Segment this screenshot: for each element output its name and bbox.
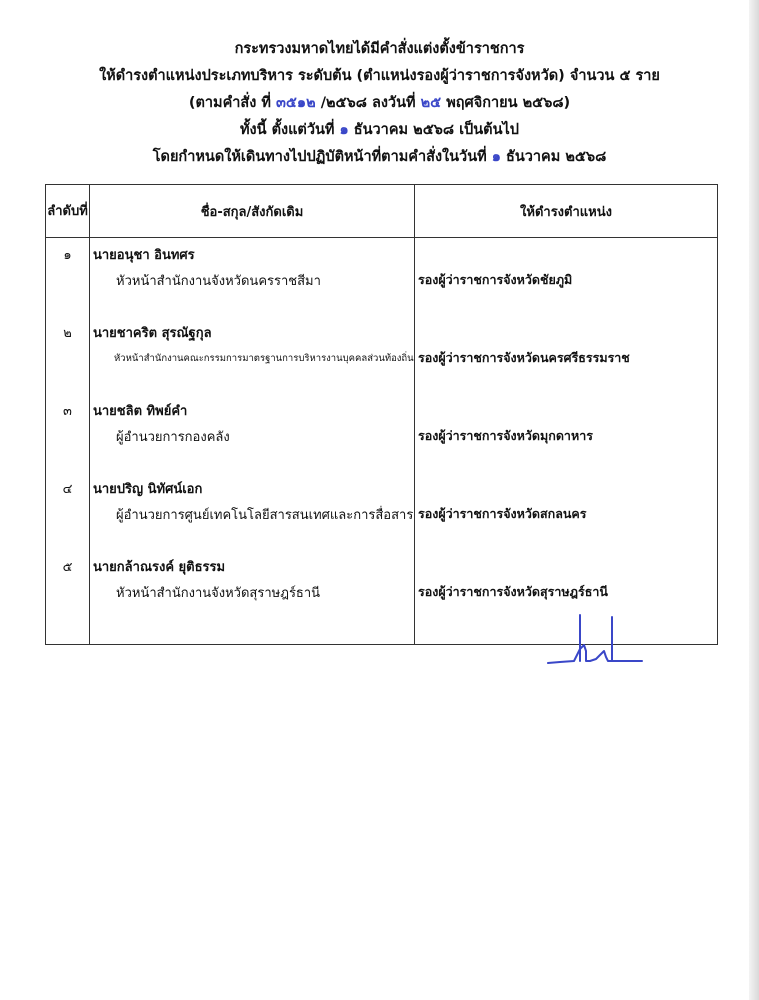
- row-number-cell: [46, 316, 90, 394]
- table-row: [46, 394, 718, 472]
- position-cell: [415, 394, 718, 472]
- name-cell: [90, 472, 415, 550]
- previous-post: หัวหน้าสำนักงานจังหวัดสุราษฎร์ธานี: [116, 586, 321, 601]
- table-row: [46, 472, 718, 550]
- table-row: [46, 316, 718, 394]
- position-cell: [415, 316, 718, 394]
- name-cell: [90, 316, 415, 394]
- header-line-1: [0, 36, 759, 63]
- new-position: รองผู้ว่าราชการจังหวัดสุราษฎร์ธานี: [418, 584, 608, 599]
- header-line-5: [0, 144, 759, 171]
- row-number: ๕: [62, 560, 73, 575]
- appointment-table: [45, 184, 718, 645]
- header-line-3: [0, 90, 759, 117]
- row-number-cell: [46, 472, 90, 550]
- row-number: ๒: [63, 326, 72, 341]
- effective-day: ๑: [339, 122, 349, 138]
- new-position: รองผู้ว่าราชการจังหวัดนครศรีธรรมราช: [418, 350, 630, 365]
- header-line-4: [0, 117, 759, 144]
- order-prefix: (ตามคำสั่ง ที่: [188, 95, 276, 111]
- effective-prefix: ทั้งนี้ ตั้งแต่วันที่: [239, 122, 340, 138]
- position-cell: [415, 238, 718, 317]
- name-cell: [90, 550, 415, 645]
- table-header-row: [46, 185, 718, 238]
- previous-post: หัวหน้าสำนักงานจังหวัดนครราชสีมา: [116, 274, 321, 289]
- report-prefix: โดยกำหนดให้เดินทางไปปฏิบัติหน้าที่ตามคำสั่งในวันที่: [152, 149, 492, 165]
- row-number: ๓: [63, 404, 72, 419]
- person-name: นายชลิต ทิพย์คำ: [93, 404, 188, 419]
- person-name: นายกล้าณรงค์ ยุติธรรม: [93, 560, 226, 575]
- report-day: ๑: [491, 149, 501, 165]
- previous-post: หัวหน้าสำนักงานคณะกรรมการมาตรฐานการบริหารงานบุคคลส่วนท้องถิ่น: [114, 353, 414, 364]
- order-mid: /๒๕๖๘ ลงวันที่: [315, 95, 421, 111]
- signature-mark: [540, 605, 650, 675]
- person-name: นายอนุชา อินทศร: [93, 248, 195, 263]
- row-number: ๔: [62, 482, 73, 497]
- effective-suffix: ธันวาคม ๒๕๖๘ เป็นต้นไป: [348, 122, 520, 138]
- header-position: ให้ดำรงตำแหน่ง: [415, 185, 718, 238]
- new-position: รองผู้ว่าราชการจังหวัดชัยภูมิ: [418, 272, 573, 287]
- row-number-cell: [46, 238, 90, 317]
- order-day: ๒๕: [420, 95, 442, 111]
- order-suffix: พฤศจิกายน ๒๕๖๘): [441, 95, 571, 111]
- table-row: [46, 238, 718, 317]
- row-number-cell: [46, 550, 90, 645]
- row-number-cell: [46, 394, 90, 472]
- position-cell: [415, 472, 718, 550]
- previous-post: ผู้อำนวยการศูนย์เทคโนโลยีสารสนเทศและการสื่อสาร: [116, 508, 414, 523]
- header-line-2: [0, 63, 759, 90]
- new-position: รองผู้ว่าราชการจังหวัดมุกดาหาร: [418, 428, 593, 443]
- header-no: ลำดับที่: [46, 185, 90, 238]
- header-title: กระทรวงมหาดไทยได้มีคำสั่งแต่งตั้งข้าราชการ: [234, 41, 525, 57]
- header-name: ชื่อ-สกุล/สังกัดเดิม: [90, 185, 415, 238]
- document-header: [0, 36, 759, 171]
- person-name: นายปริญ นิทัศน์เอก: [93, 482, 203, 497]
- order-number: ๓๕๑๒: [276, 95, 316, 111]
- name-cell: [90, 238, 415, 317]
- name-cell: [90, 394, 415, 472]
- report-suffix: ธันวาคม ๒๕๖๘: [500, 149, 607, 165]
- previous-post: ผู้อำนวยการกองคลัง: [116, 430, 230, 445]
- header-subtitle: ให้ดำรงตำแหน่งประเภทบริหาร ระดับต้น (ตำแหน่งรองผู้ว่าราชการจังหวัด) จำนวน ๕ ราย: [99, 68, 660, 84]
- person-name: นายชาคริต สุรณัฐกุล: [93, 326, 212, 341]
- row-number: ๑: [63, 248, 72, 263]
- new-position: รองผู้ว่าราชการจังหวัดสกลนคร: [418, 506, 587, 521]
